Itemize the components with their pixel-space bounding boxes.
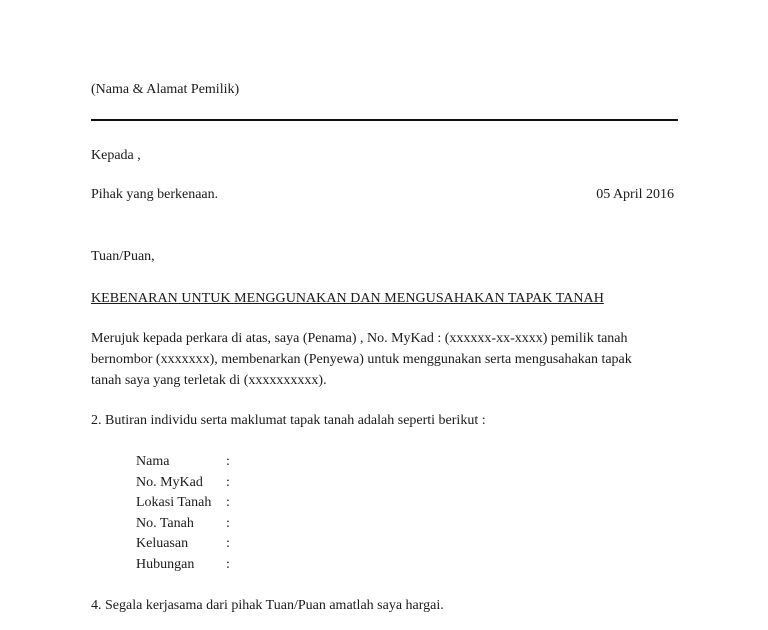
details-colon: : xyxy=(226,474,230,490)
details-colon: : xyxy=(226,556,230,572)
details-list xyxy=(136,452,236,575)
details-row xyxy=(136,555,236,576)
details-colon: : xyxy=(226,495,230,510)
details-row xyxy=(136,514,236,535)
details-colon: : xyxy=(226,515,230,531)
details-row xyxy=(136,452,236,473)
paragraph-intro-line: Merujuk kepada perkara di atas, saya (Penama) , No. MyKad : (xxxxxx-xx-xxxx) pemilik tanah xyxy=(91,331,628,346)
details-colon: : xyxy=(226,536,230,551)
details-row xyxy=(136,493,236,514)
paragraph-closing: 4. Segala kerjasama dari pihak Tuan/Puan amatlah saya hargai. xyxy=(91,598,444,613)
details-label: Lokasi Tanah xyxy=(136,495,212,510)
details-row xyxy=(136,473,236,494)
salutation: Tuan/Puan, xyxy=(91,249,155,264)
paragraph-intro-line: bernombor (xxxxxxx), membenarkan (Penyewa) untuk menggunakan serta mengusahakan tapak xyxy=(91,352,632,367)
letter-date: 05 April 2016 xyxy=(596,187,674,202)
addressee: Pihak yang berkenaan. xyxy=(91,187,219,202)
details-label: Nama xyxy=(136,454,170,469)
paragraph-intro-line: tanah saya yang terletak di (xxxxxxxxxx). xyxy=(91,373,327,388)
details-colon: : xyxy=(226,454,230,469)
letter-subject: KEBENARAN UNTUK MENGGUNAKAN DAN MENGUSAHAKAN TAPAK TANAH xyxy=(91,291,604,306)
header-divider xyxy=(91,119,678,121)
paragraph-intro xyxy=(91,328,681,391)
sender-name-address: (Nama & Alamat Pemilik) xyxy=(91,82,240,97)
details-row xyxy=(136,534,236,555)
paragraph-details-intro: 2. Butiran individu serta maklumat tapak tanah adalah seperti berikut : xyxy=(91,413,486,428)
details-label: No. MyKad xyxy=(136,474,203,490)
details-label: Keluasan xyxy=(136,536,189,551)
details-label: No. Tanah xyxy=(136,515,194,531)
details-label: Hubungan xyxy=(136,556,195,572)
addressee-prefix: Kepada , xyxy=(91,148,141,163)
